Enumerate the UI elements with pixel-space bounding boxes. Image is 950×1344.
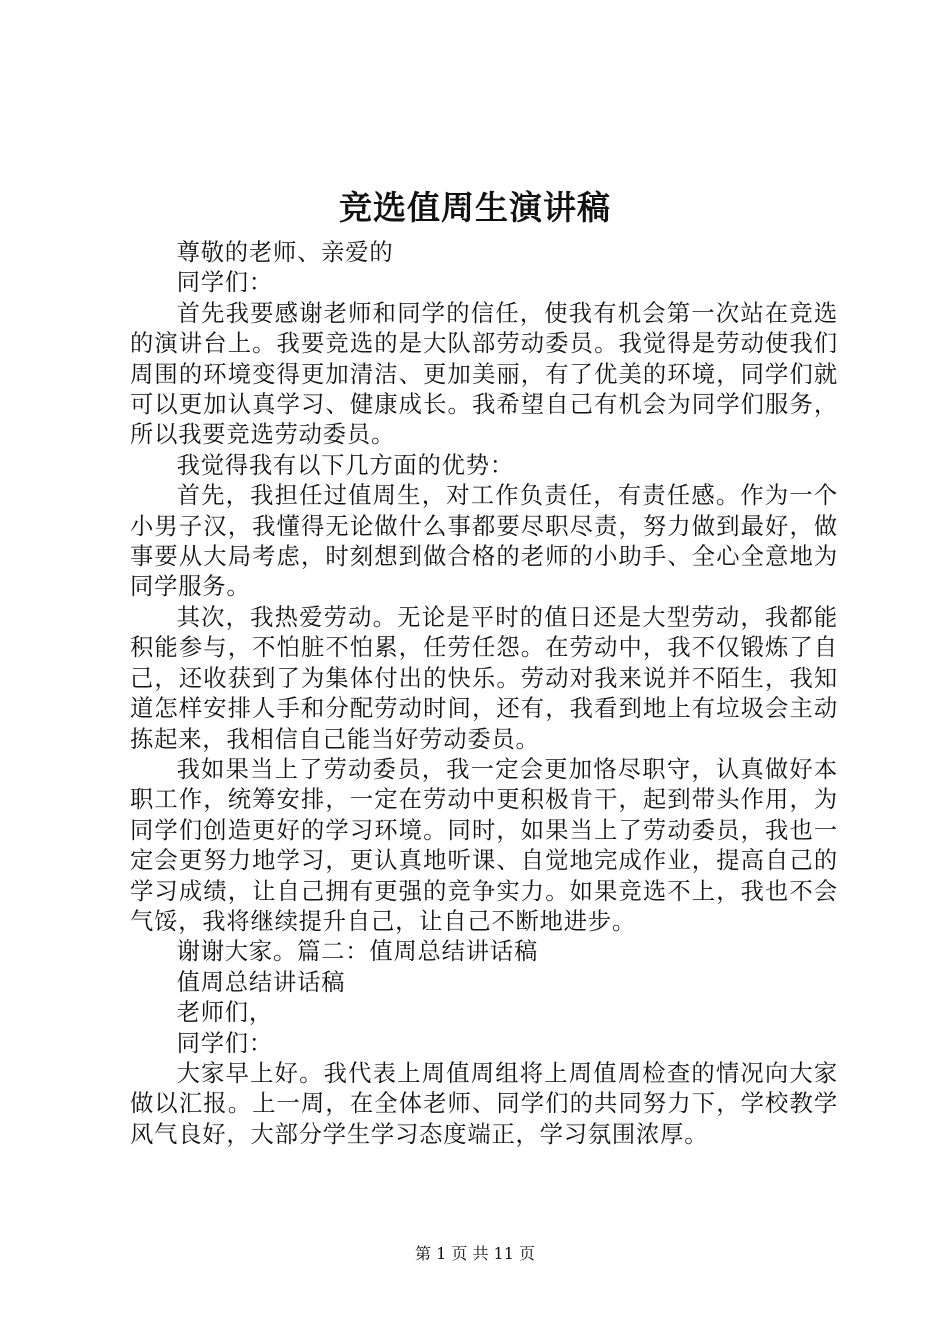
paragraph: 我觉得我有以下几方面的优势： <box>176 451 514 479</box>
paragraph: 其次，我热爱劳动。无论是平时的值日还是大型劳动，我都能积能参与，不怕脏不怕累，任劳任怨。在劳动中，我不仅锻炼了自己，还收获到了为集体付出的快乐。劳动对我来说并不陌生，我知道怎样安排人手和分配劳动时间，还有，我看到地上有垃圾会主动拣起来，我相信自己能当好劳动委员。 <box>130 603 838 753</box>
paragraph: 我如果当上了劳动委员，我一定会更加恪尽职守，认真做好本职工作，统筹安排，一定在劳动中更积极肯干，起到带头作用，为同学们创造更好的学习环境。同时，如果当上了劳动委员，我也一定会更努力地学习，更认真地听课、自觉地完成作业，提高自己的学习成绩，让自己拥有更强的竞争实力。如果竞选不上，我也不会气馁，我将继续提升自己，让自己不断地进步。 <box>130 755 838 935</box>
paragraph: 首先，我担任过值周生，对工作负责任，有责任感。作为一个小男子汉，我懂得无论做什么事都要尽职尽责，努力做到最好，做事要从大局考虑，时刻想到做合格的老师的小助手、全心全意地为同学服务。 <box>130 482 838 601</box>
page-number-footer: 第 1 页 共 11 页 <box>415 1244 535 1263</box>
document-body <box>130 238 838 1150</box>
paragraph: 值周总结讲话稿 <box>176 968 346 996</box>
paragraph: 首先我要感谢老师和同学的信任，使我有机会第一次站在竞选的演讲台上。我要竞选的是大队部劳动委员。我觉得是劳动使我们周围的环境变得更加清洁、更加美丽，有了优美的环境，同学们就可以更加认真学习、健康成长。我希望自己有机会为同学们服务，所以我要竞选劳动委员。 <box>130 299 838 449</box>
paragraph: 大家早上好。我代表上周值周组将上周值周检查的情况向大家做以汇报。上一周，在全体老师、同学们的共同努力下，学校教学风气良好，大部分学生学习态度端正，学习氛围浓厚。 <box>130 1059 838 1148</box>
paragraph: 老师们， <box>176 999 273 1027</box>
paragraph: 尊敬的老师、亲爱的 <box>176 239 394 266</box>
paragraph: 同学们： <box>176 269 273 297</box>
document-title: 竞选值周生演讲稿 <box>339 188 611 227</box>
paragraph: 谢谢大家。篇二：值周总结讲话稿 <box>176 938 539 966</box>
paragraph: 同学们： <box>176 1029 273 1057</box>
